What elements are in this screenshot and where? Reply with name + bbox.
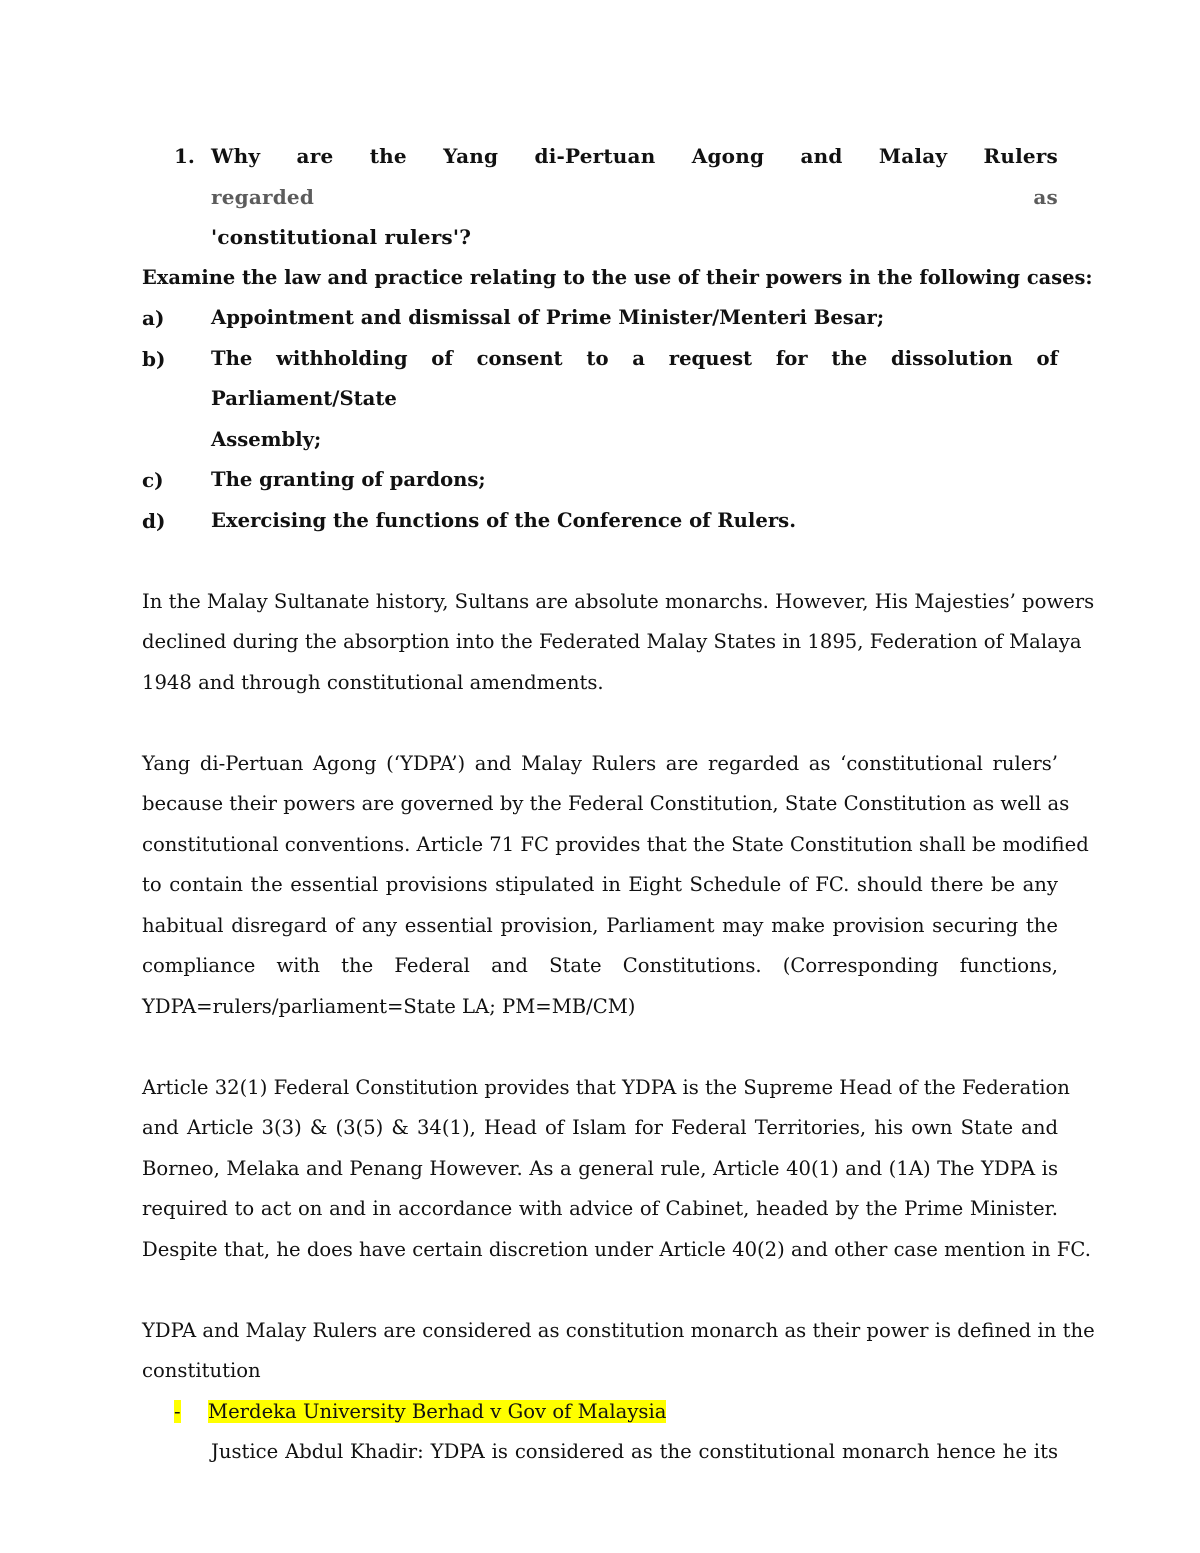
case-name (208, 1392, 1058, 1433)
spacer (142, 703, 1058, 744)
question-line-1-soft: regarded as (211, 184, 1058, 209)
paragraph-line: required to act on and in accordance with advice of Cabinet, headed by the Prime Minister. (142, 1197, 1058, 1220)
paragraph-constitution-monarch (142, 1311, 1095, 1392)
spacer (142, 541, 1058, 582)
examine-instruction: Examine the law and practice relating to the use of their powers in the following cases: (142, 265, 1093, 289)
paragraph-line: declined during the absorption into the Federated Malay States in 1895, Federation of Malaya (142, 630, 1082, 653)
paragraph-line: 1948 and through constitutional amendments. (142, 670, 604, 694)
case-text (211, 339, 1058, 461)
paragraph-line: In the Malay Sultanate history, Sultans are absolute monarchs. However, His Majesties’ powers (142, 589, 1095, 613)
paragraph-line: habitual disregard of any essential provision, Parliament may make provision securing the (142, 913, 1058, 937)
document-body (142, 136, 1095, 1473)
question-line-2: 'constitutional rulers'? (211, 225, 472, 249)
case-item-c (142, 460, 1058, 501)
question-line-1-bold: Why are the Yang di-Pertuan Agong and Malay Rulers (211, 144, 1058, 168)
paragraph-line: constitutional conventions. Article 71 FC provides that the State Constitution shall be modified (142, 832, 1089, 856)
case-marker: b) (142, 346, 166, 371)
paragraph-line: Despite that, he does have certain discretion under Article 40(2) and other case mention in FC. (142, 1237, 1091, 1261)
case-marker: d) (142, 508, 166, 533)
question-number: 1. (174, 144, 195, 168)
paragraph-line: YDPA=rulers/parliament=State LA; PM=MB/CM) (142, 994, 636, 1018)
paragraph-line: to contain the essential provisions stipulated in Eight Schedule of FC. should there be any (142, 873, 1058, 896)
paragraph-line: YDPA and Malay Rulers are considered as constitution monarch as their power is defined in the (142, 1318, 1095, 1342)
spacer (142, 1270, 1058, 1311)
case-item-b (142, 339, 1058, 461)
paragraph-line: Borneo, Melaka and Penang However. As a general rule, Article 40(1) and (1A) The YDPA is (142, 1156, 1058, 1180)
case-item-d (142, 501, 1058, 542)
paragraph-line: constitution (142, 1359, 261, 1382)
case-marker: c) (142, 468, 164, 492)
paragraph-constitutional-rulers (142, 744, 1089, 1028)
paragraph-article-32 (142, 1068, 1091, 1271)
question-text (211, 136, 1058, 258)
case-bullet (142, 1392, 1058, 1433)
case-holding-text: Justice Abdul Khadir: YDPA is considered as the constitutional monarch hence he its (211, 1440, 1058, 1463)
case-text: Exercising the functions of the Conference of Rulers. (211, 508, 797, 532)
question-line-1 (211, 136, 1058, 217)
case-text: Appointment and dismissal of Prime Minister/Menteri Besar; (211, 306, 885, 329)
paragraph-line: Article 32(1) Federal Constitution provides that YDPA is the Supreme Head of the Federation (142, 1075, 1070, 1099)
spacer (142, 1027, 1058, 1068)
case-name-highlighted: Merdeka University Berhad v Gov of Malaysia (208, 1399, 667, 1423)
case-b-line-2: Assembly; (211, 427, 322, 451)
case-marker: a) (142, 306, 165, 330)
paragraph-line: Yang di-Pertuan Agong (‘YDPA’) and Malay Rulers are regarded as ‘constitutional rulers’ (142, 751, 1058, 775)
bullet-marker (142, 1392, 208, 1433)
paragraph-line: and Article 3(3) & (3(5) & 34(1), Head of Islam for Federal Territories, his own State and (142, 1116, 1058, 1139)
question-heading (142, 136, 1058, 258)
paragraph-line: compliance with the Federal and State Constitutions. (Corresponding functions, (142, 954, 1058, 977)
paragraph-line: because their powers are governed by the Federal Constitution, State Constitution as well as (142, 792, 1070, 815)
bullet-dash: - (174, 1399, 181, 1423)
case-item-a (142, 298, 1058, 339)
case-text: The granting of pardons; (211, 468, 486, 491)
paragraph-sultanate-history (142, 582, 1095, 704)
case-b-line-1: The withholding of consent to a request for the dissolution of Parliament/State (211, 346, 1058, 410)
